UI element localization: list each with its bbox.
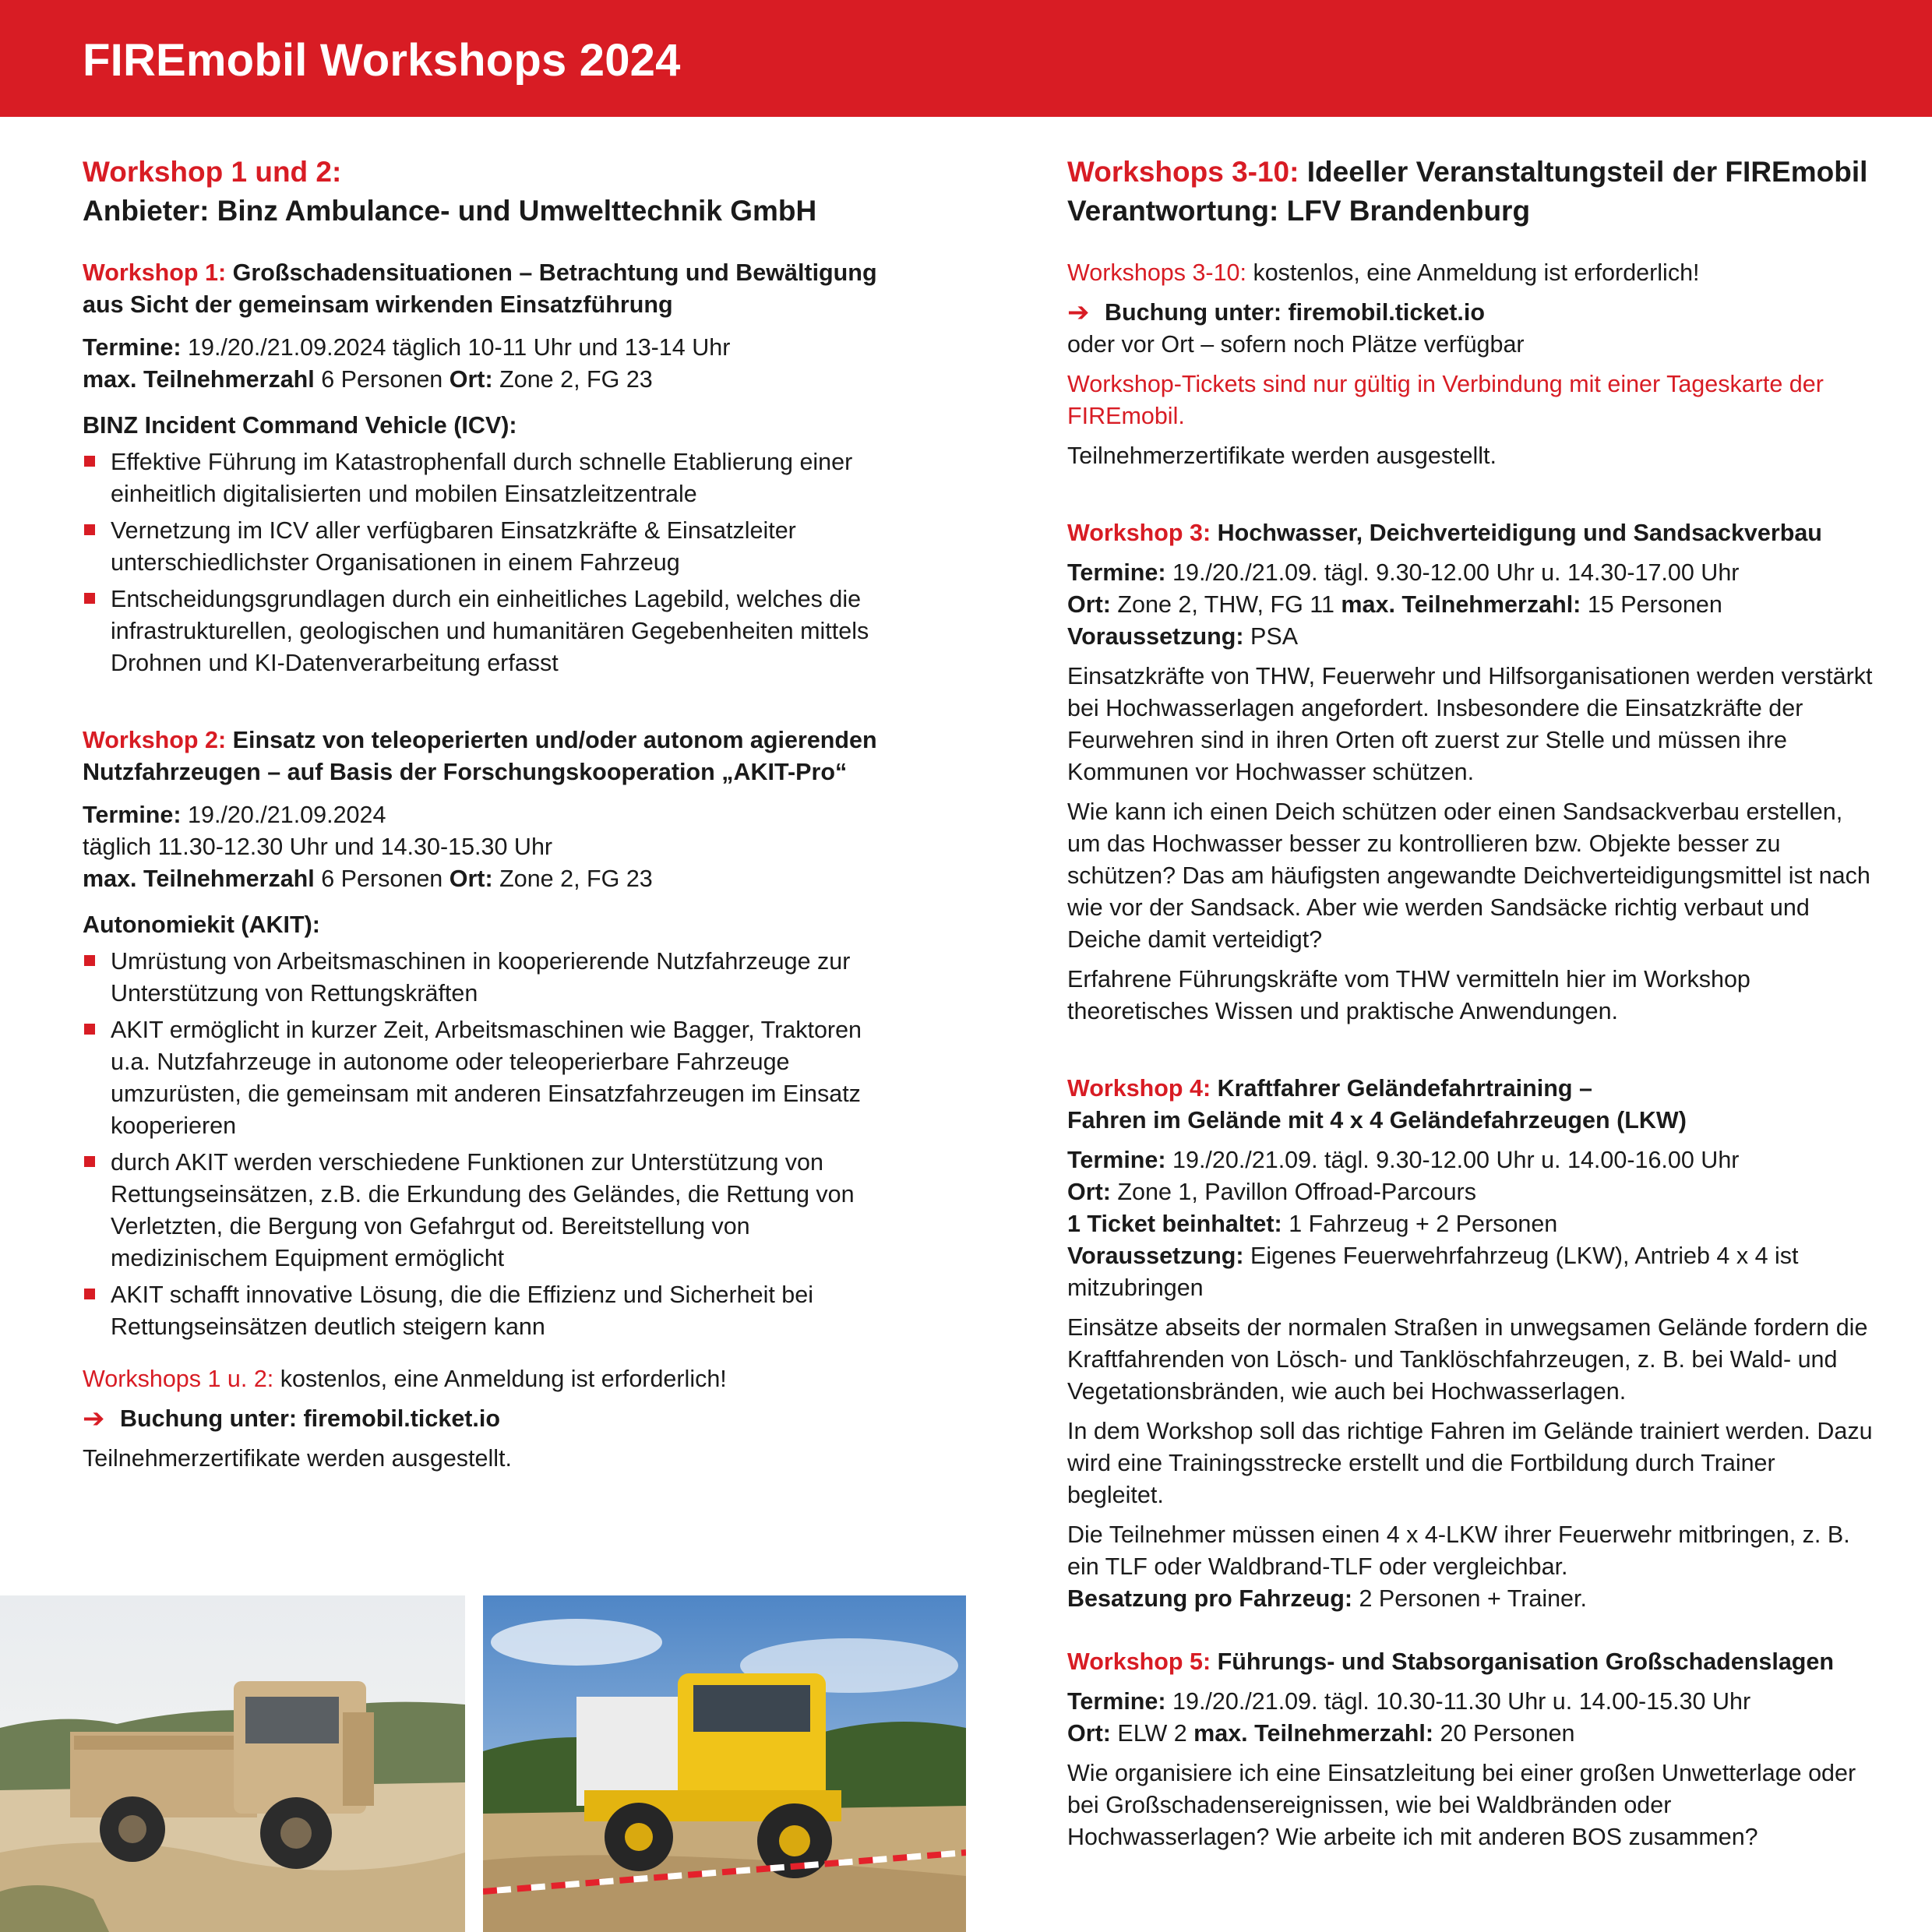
- workshop-2-label: Workshop 2:: [83, 727, 227, 753]
- workshop-4-details: Termine: 19./20./21.09. tägl. 9.30-12.00 Uhr u. 14.00-16.00 Uhr Ort: Zone 1, Pavillon Offroad-Parcours 1 Ticket beinhaltet: 1 Fahrzeug + 2 Personen Voraussetzung: Eigenes Feuerwehrfahrzeug (LKW), Antrieb 4 x 4 ist mitzubringen: [1067, 1147, 1799, 1301]
- left-column: [83, 153, 877, 1475]
- icv-bullet-list: [83, 446, 877, 679]
- workshop-4-title: [1067, 1073, 1877, 1137]
- workshop-1-label: Workshop 1:: [83, 259, 227, 286]
- termine-label: Termine:: [83, 334, 182, 361]
- max-value: 6 Personen: [314, 366, 450, 393]
- workshop-4-paragraph-1: Einsätze abseits der normalen Straßen in unwegsamen Gelände fordern die Kraftfahrenden von Lösch- und Tanklöschfahrzeugen, z. B. bei Wald- und Vegetationsbränden, wie auch bei Hochwasserlagen.: [1067, 1314, 1868, 1405]
- ort-label: Ort:: [449, 866, 493, 892]
- icv-heading: BINZ Incident Command Vehicle (ICV):: [83, 412, 517, 439]
- note-text: kostenlos, eine Anmeldung ist erforderlich!: [273, 1366, 727, 1392]
- workshop-5-title: [1067, 1646, 1877, 1678]
- responsibility-heading: Verantwortung: LFV Brandenburg: [1067, 195, 1531, 227]
- square-bullet-icon: [84, 1289, 95, 1299]
- section-heading-ws3-10: Workshops 3-10: Ideeller Veranstaltungsteil der FIREmobil: [1067, 156, 1868, 188]
- note-label: Workshops 3-10:: [1067, 259, 1246, 286]
- workshops-1-2-note: [83, 1363, 877, 1395]
- page-header: [0, 0, 1932, 117]
- workshop-2-title: [83, 724, 877, 788]
- workshop-5-paragraph-1: Wie organisiere ich eine Einsatzleitung bei einer großen Unwetterlage oder bei Großschadensereignissen, wie bei Waldbränden oder Hochwasserlagen? Wie arbeite ich mit anderen BOS zusammen?: [1067, 1760, 1856, 1850]
- max-label: max. Teilnehmerzahl: [83, 866, 315, 892]
- square-bullet-icon: [84, 1024, 95, 1035]
- max-value: 6 Personen: [314, 866, 450, 892]
- list-item: durch AKIT werden verschiedene Funktionen zur Unterstützung von Rettungseinsätzen, z.B. die Erkundung des Geländes, die Rettung von Verletzten, die Bergung von Gefahrgut od. Bereitstellung von medizinischem Equipment ermöglicht: [83, 1147, 877, 1274]
- workshop-4-paragraph-2: In dem Workshop soll das richtige Fahren im Gelände trainiert werden. Dazu wird eine Trainingsstrecke erstellt und die Fortbildung durch Trainer begleitet.: [1067, 1418, 1873, 1508]
- workshop-2-details: [83, 799, 877, 895]
- workshop-5-label: Workshop 5:: [1067, 1648, 1211, 1675]
- workshop-1-name: Großschadensituationen – Betrachtung und Bewältigung aus Sicht der gemeinsam wirkenden Einsatzführung: [83, 259, 877, 318]
- workshop-4-subtitle: Fahren im Gelände mit 4 x 4 Geländefahrzeugen (LKW): [1067, 1107, 1687, 1133]
- termine-value: 19./20./21.09.2024 täglich 10-11 Uhr und 13-14 Uhr: [181, 334, 731, 361]
- square-bullet-icon: [84, 1156, 95, 1167]
- workshop-3-label: Workshop 3:: [1067, 520, 1211, 546]
- list-item: Vernetzung im ICV aller verfügbaren Einsatzkräfte & Einsatzleiter unterschiedlichster Organisationen in einem Fahrzeug: [83, 515, 877, 579]
- workshop-3-name: Hochwasser, Deichverteidigung und Sandsackverbau: [1211, 520, 1822, 546]
- workshop-1-title: [83, 257, 877, 321]
- note-label: Workshops 1 u. 2:: [83, 1366, 274, 1392]
- workshop-1-details: [83, 332, 877, 396]
- max-label: max. Teilnehmerzahl: [83, 366, 315, 393]
- termine-value: 19./20./21.09.2024: [181, 802, 386, 828]
- ort-value: Zone 2, FG 23: [492, 866, 653, 892]
- right-column: [1067, 153, 1877, 1853]
- workshop-3-paragraph-2: Wie kann ich einen Deich schützen oder einen Sandsackverbau erstellen, um das Hochwasser besser zu kontrollieren bzw. Objekte besser zu schützen? Das am häufigsten angewandte Deichverteidigungsmittel ist nach wie vor der Sandsack. Aber wie werden Sandsäcke richtig verbaut und Deiche damit verteidigt?: [1067, 799, 1870, 953]
- ort-value: Zone 2, FG 23: [492, 366, 653, 393]
- provider-heading: Anbieter: Binz Ambulance- und Umwelttechnik GmbH: [83, 195, 817, 227]
- ort-label: Ort:: [449, 366, 493, 393]
- workshop-4-label: Workshop 4:: [1067, 1075, 1211, 1102]
- akit-bullet-list: [83, 946, 877, 1343]
- workshop-3-details: Termine: 19./20./21.09. tägl. 9.30-12.00 Uhr u. 14.30-17.00 Uhr Ort: Zone 2, THW, FG 11 max. Teilnehmerzahl: 15 Personen Voraussetzung: PSA: [1067, 559, 1740, 650]
- list-item: Umrüstung von Arbeitsmaschinen in kooperierende Nutzfahrzeuge zur Unterstützung von Rettungskräften: [83, 946, 877, 1010]
- booking-link-right[interactable]: ➔ Buchung unter: firemobil.ticket.io: [1067, 298, 1486, 327]
- workshop-3-paragraph-1: Einsatzkräfte von THW, Feuerwehr und Hilfsorganisationen werden verstärkt bei Hochwasserlagen angefordert. Insbesondere die Einsatzkräfte der Feurwehren sind in ihren Orten oft zuerst zur Stelle und müssen ihre Kommunen vor Hochwasser schützen.: [1067, 663, 1873, 785]
- square-bullet-icon: [84, 593, 95, 604]
- onsite-note: oder vor Ort – sofern noch Plätze verfügbar: [1067, 331, 1525, 358]
- list-item: Entscheidungsgrundlagen durch ein einheitliches Lagebild, welches die infrastrukturellen, geologischen und humanitären Gegebenheiten mittels Drohnen und KI-Datenverarbeitung erfasst: [83, 583, 877, 679]
- photo-military-truck: [0, 1595, 465, 1932]
- square-bullet-icon: [84, 456, 95, 467]
- list-item: AKIT schafft innovative Lösung, die die Effizienz und Sicherheit bei Rettungseinsätzen deutlich steigern kann: [83, 1279, 877, 1343]
- akit-heading: Autonomiekit (AKIT):: [83, 911, 320, 938]
- section-heading-ws1-2: Workshop 1 und 2:: [83, 156, 342, 188]
- workshop-3-paragraph-3: Erfahrene Führungskräfte vom THW vermitteln hier im Workshop theoretisches Wissen und praktische Anwendungen.: [1067, 966, 1750, 1024]
- arrow-right-icon: ➔: [1067, 298, 1090, 327]
- square-bullet-icon: [84, 524, 95, 535]
- termine-label: Termine:: [83, 802, 182, 828]
- list-item: AKIT ermöglicht in kurzer Zeit, Arbeitsmaschinen wie Bagger, Traktoren u.a. Nutzfahrzeuge in autonome oder teleoperierbare Fahrzeuge umzurüsten, die gemeinsam mit anderen Einsatzfahrzeugen im Einsatz kooperieren: [83, 1014, 877, 1142]
- page-title: FIREmobil Workshops 2024: [83, 35, 681, 86]
- booking-link-left[interactable]: ➔ Buchung unter: firemobil.ticket.io: [83, 1404, 501, 1433]
- note-text: kostenlos, eine Anmeldung ist erforderlich!: [1246, 259, 1700, 286]
- ticket-validity-note: Workshop-Tickets sind nur gültig in Verbindung mit einer Tageskarte der FIREmobil.: [1067, 371, 1824, 429]
- workshop-5-details: Termine: 19./20./21.09. tägl. 10.30-11.30 Uhr u. 14.00-15.30 Uhr Ort: ELW 2 max. Teilnehmerzahl: 20 Personen: [1067, 1688, 1751, 1747]
- arrow-right-icon: ➔: [83, 1404, 105, 1433]
- workshop-4-paragraph-3: Die Teilnehmer müssen einen 4 x 4-LKW ihrer Feuerwehr mitbringen, z. B. ein TLF oder Waldbrand-TLF oder vergleichbar. Besatzung pro Fahrzeug: 2 Personen + Trainer.: [1067, 1521, 1850, 1612]
- square-bullet-icon: [84, 955, 95, 966]
- workshops-3-10-note: [1067, 257, 1877, 289]
- workshop-4-name: Kraftfahrer Geländefahrtraining –: [1211, 1075, 1592, 1102]
- certificate-note-right: Teilnehmerzertifikate werden ausgestellt.: [1067, 442, 1497, 469]
- workshop-2-name: Einsatz von teleoperierten und/oder autonom agierenden Nutzfahrzeugen – auf Basis der Forschungskooperation „AKIT-Pro“: [83, 727, 877, 785]
- workshop-3-title: [1067, 517, 1877, 549]
- photo-yellow-unimog: [483, 1595, 966, 1932]
- termine-times: täglich 11.30-12.30 Uhr und 14.30-15.30 Uhr: [83, 834, 553, 860]
- list-item: Effektive Führung im Katastrophenfall durch schnelle Etablierung einer einheitlich digitalisierten und mobilen Einsatzleitzentrale: [83, 446, 877, 510]
- workshop-5-name: Führungs- und Stabsorganisation Großschadenslagen: [1211, 1648, 1835, 1675]
- certificate-note-left: Teilnehmerzertifikate werden ausgestellt.: [83, 1445, 512, 1472]
